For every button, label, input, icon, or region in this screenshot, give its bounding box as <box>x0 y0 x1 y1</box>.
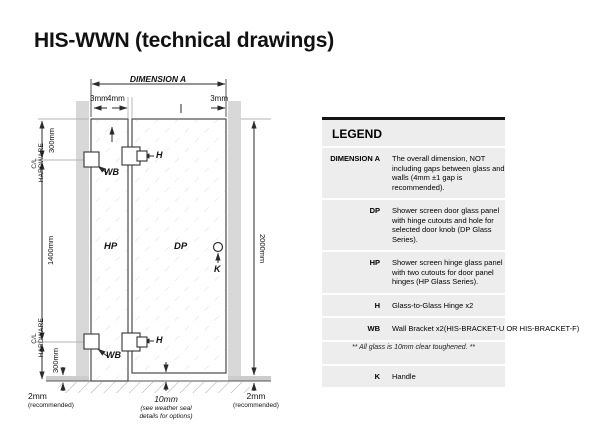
legend-desc: Wall Bracket x2(HIS-BRACKET-U OR HIS-BRACKET-F) <box>392 324 580 333</box>
legend-footnote: ** All glass is 10mm clear toughened. ** <box>351 344 476 351</box>
panel-hp-label: HP <box>104 241 118 252</box>
door-floor-gap-note1: (see weather seal <box>140 405 192 412</box>
cl-hardware-bottom-label <box>31 317 45 359</box>
legend-title: LEGEND <box>322 120 505 148</box>
legend-desc: Handle <box>392 371 416 381</box>
legend-desc: Shower screen door glass panel with hinge cutouts and hole for selected door knob (DP Glass Series). <box>392 206 500 244</box>
legend-desc: Shower screen hinge glass panel with two cutouts for door panel hinges (HP Glass Series). <box>392 258 503 286</box>
panel-dp-label: DP <box>174 241 188 252</box>
hardware-label: HARDWARE <box>38 143 45 183</box>
gap-left-label: 3mm <box>90 94 108 103</box>
dim-300-top-label: 300mm <box>47 127 56 153</box>
floor-gap-right-note: (recommended) <box>233 402 279 409</box>
wall-bracket-top-label: WB <box>104 167 119 177</box>
legend-desc: The overall dimension, NOT including gaps between glass and walls (4mm ±1 gap is recommended). <box>392 154 505 192</box>
floor-gap-left-note: (recommended) <box>28 402 74 409</box>
dim-300-bottom-label: 300mm <box>51 347 60 373</box>
gap-right-label: 3mm <box>210 94 228 103</box>
gap-middle-label: 4mm <box>107 94 125 103</box>
legend-term: WB <box>367 324 380 333</box>
legend-row-wb <box>322 318 580 342</box>
cl-label: C/L <box>31 332 38 344</box>
legend-term: DIMENSION A <box>330 154 380 163</box>
floor-gap-right-value: 2mm <box>246 391 266 401</box>
dimension-a-label: DIMENSION A <box>129 74 187 84</box>
hardware-label: HARDWARE <box>38 318 45 358</box>
cl-hardware-top-label <box>31 142 45 184</box>
wall-bracket-bottom <box>84 334 99 349</box>
cl-label: C/L <box>31 157 38 169</box>
legend-term: HP <box>369 258 380 267</box>
handle-knob <box>214 243 223 252</box>
legend-row-hp <box>322 252 505 295</box>
page-title: HIS-WWN (technical drawings) <box>34 29 335 52</box>
legend-term: H <box>374 300 380 310</box>
wall-right <box>228 101 241 381</box>
door-floor-gap-note2: details for options) <box>139 413 193 420</box>
dim-2000-label: 2000mm <box>258 234 267 264</box>
floor-gap-left-value: 2mm <box>28 391 47 401</box>
legend-term: K <box>374 371 380 381</box>
hinge-bottom-label: H <box>156 335 163 345</box>
legend-desc: Glass-to-Glass Hinge x2 <box>392 300 474 310</box>
gap-dimension-arrows <box>94 104 225 113</box>
legend-row-dp <box>322 200 505 252</box>
floor-hatch <box>58 382 250 393</box>
door-floor-gap-value: 10mm <box>154 394 178 404</box>
handle-label: K <box>214 264 221 274</box>
wall-bracket-top <box>84 152 99 167</box>
hinge-top-label: H <box>156 150 163 160</box>
dim-1400-label: 1400mm <box>46 235 55 265</box>
legend-row-h <box>322 295 505 319</box>
legend-row-k <box>322 366 505 388</box>
legend-term: DP <box>369 206 380 215</box>
legend-row-dimension-a <box>322 148 505 200</box>
wall-bracket-bottom-label: WB <box>106 350 121 360</box>
